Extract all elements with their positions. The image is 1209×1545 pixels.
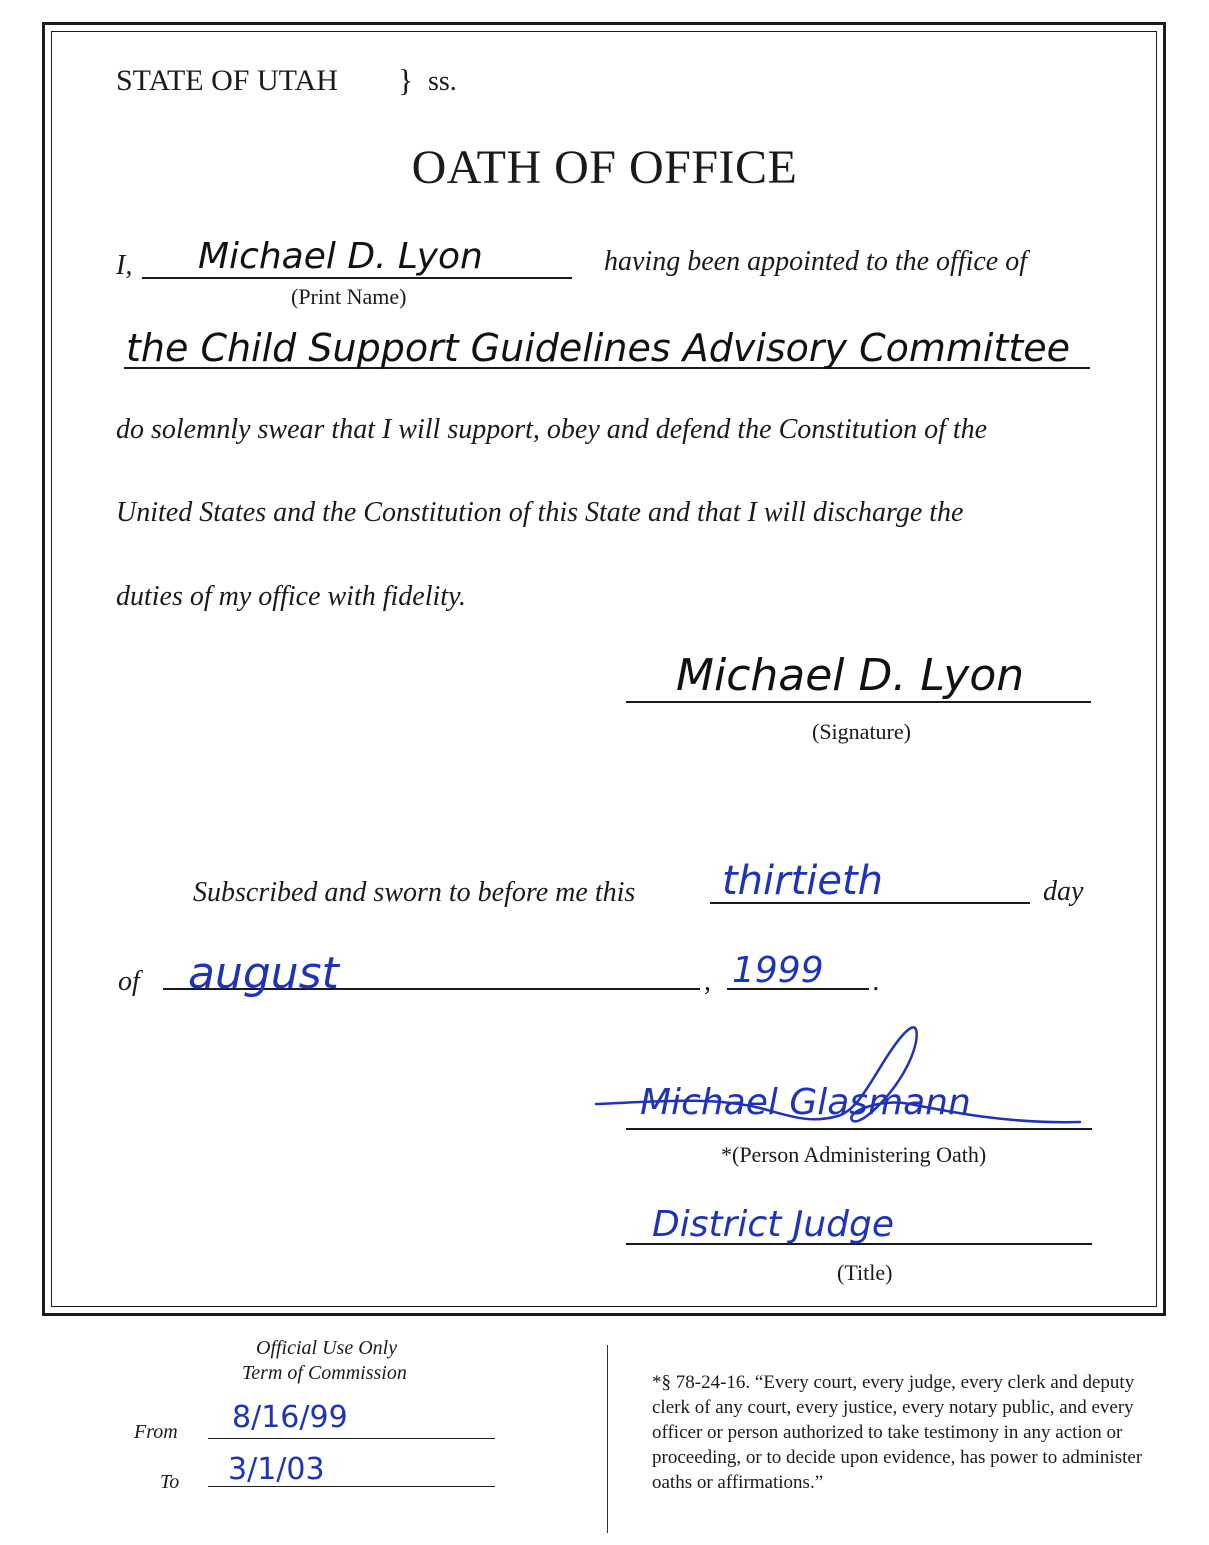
signature-caption: (Signature) xyxy=(812,719,911,744)
page-title: OATH OF OFFICE xyxy=(411,141,798,194)
year-handwriting: 1999 xyxy=(732,950,824,991)
subscribed-text: Subscribed and sworn to before me this xyxy=(193,877,636,908)
administrator-handwriting: Michael Glasmann xyxy=(640,1082,971,1123)
signature-line xyxy=(626,701,1091,703)
print-name-caption: (Print Name) xyxy=(291,284,407,309)
official-use-heading: Official Use Only xyxy=(256,1337,398,1359)
title-caption: (Title) xyxy=(837,1260,893,1285)
oath-line-2: United States and the Constitution of this State and that I will discharge the xyxy=(116,497,964,528)
month-handwriting: august xyxy=(188,948,339,999)
statute-footnote: *§ 78-24-16. “Every court, every judge, every clerk and deputy clerk of any court, every justice, every notary public, and every officer or person authorized to take testimony in any action or proceeding, or to decide upon evidence, has power to administer oaths or affirmations.” xyxy=(652,1372,1143,1493)
print-name-line xyxy=(142,277,572,279)
term-of-commission-heading: Term of Commission xyxy=(242,1362,407,1384)
to-label: To xyxy=(160,1471,180,1493)
administrator-caption: *(Person Administering Oath) xyxy=(721,1142,987,1167)
day-label: day xyxy=(1043,876,1084,907)
section-divider xyxy=(607,1345,608,1533)
of-label: of xyxy=(118,966,140,997)
from-handwriting: 8/16/99 xyxy=(232,1400,348,1435)
comma-mark: , xyxy=(704,966,711,997)
print-name-handwriting: Michael D. Lyon xyxy=(198,236,483,277)
state-label: STATE OF UTAH xyxy=(116,64,338,97)
venue-brace: } xyxy=(398,62,414,98)
from-label: From xyxy=(134,1421,178,1443)
oath-prefix: I, xyxy=(116,250,133,281)
period-mark: . xyxy=(873,966,880,997)
from-line xyxy=(208,1438,495,1439)
oath-line-1: do solemnly swear that I will support, obey and defend the Constitution of the xyxy=(116,414,988,445)
oath-line-3: duties of my office with fidelity. xyxy=(116,581,466,612)
day-handwriting: thirtieth xyxy=(722,858,884,904)
office-handwriting: the Child Support Guidelines Advisory Committee xyxy=(126,326,1071,370)
appointed-text: having been appointed to the office of xyxy=(604,246,1028,277)
to-handwriting: 3/1/03 xyxy=(228,1452,325,1487)
signature-handwriting: Michael D. Lyon xyxy=(676,650,1025,701)
ss-label: ss. xyxy=(428,66,457,97)
title-handwriting: District Judge xyxy=(652,1204,895,1245)
